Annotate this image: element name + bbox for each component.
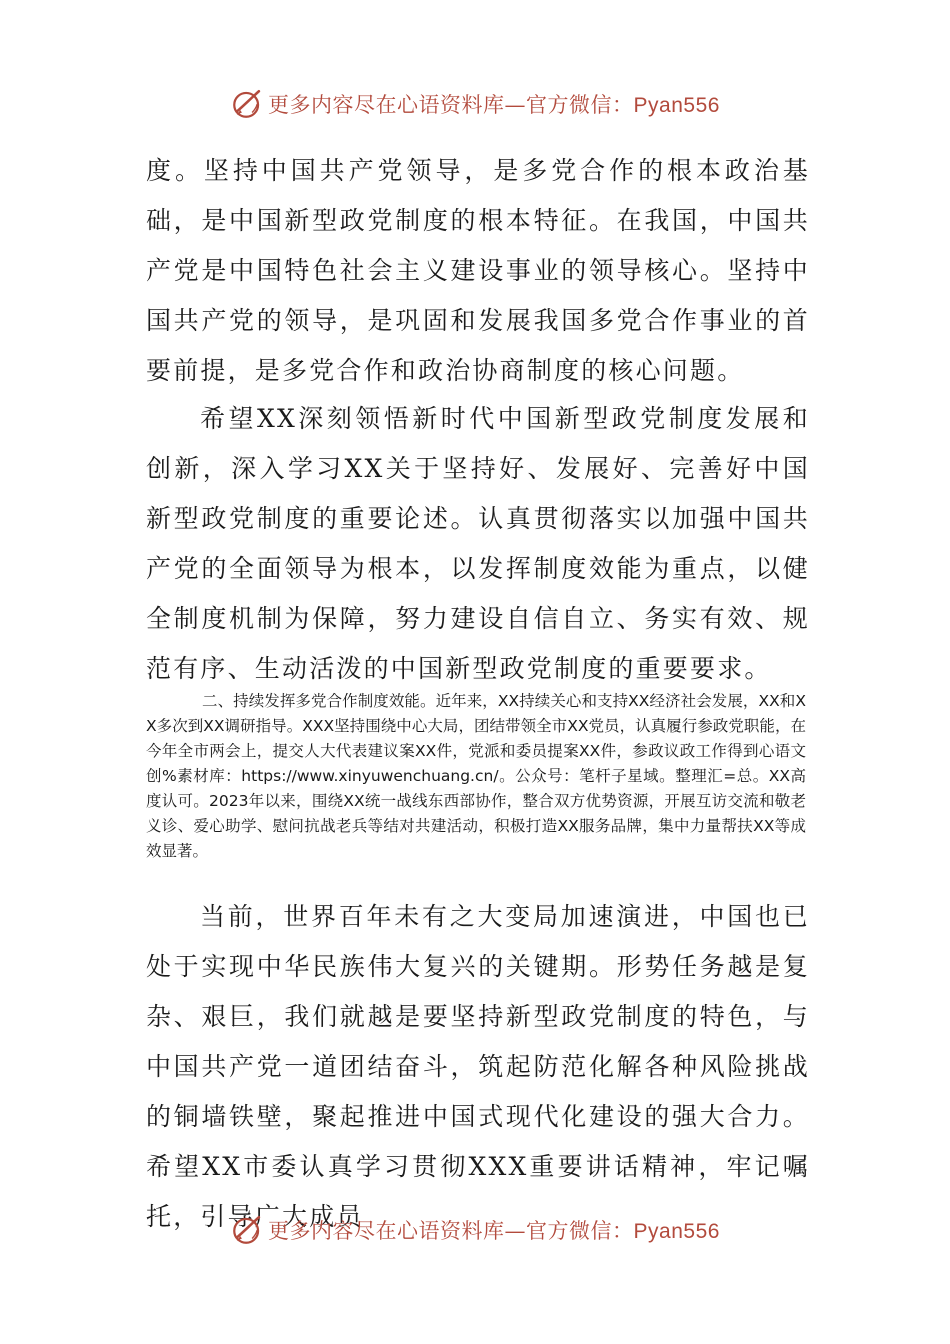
footer-wechat-id: Pyan556 [633,1220,720,1243]
paragraph-4-text: 当前，世界百年未有之大变局加速演进，中国也已处于实现中华民族伟大复兴的关键期。形势任务越是复杂、艰巨，我们就越是要坚持新型政党制度的特色，与中国共产党一道团结奋斗，筑起防范化解各种风险挑战的铜墙铁壁，聚起推进中国式现代化建设的强大合力。希望XX市委认真学习贯彻XXX重要讲话精神，牢记嘱托，引导广大成员 [146,902,810,1231]
footer-banner-text: 更多内容尽在心语资料库—官方微信：Pyan556 [268,1219,720,1243]
paragraph-2-text: 希望XX深刻领悟新时代中国新型政党制度发展和创新，深入学习XX关于坚持好、发展好、完善好中国新型政党制度的重要论述。认真贯彻落实以加强中国共产党的全面领导为根本，以发挥制度效能为重点，以健全制度机制为保障，努力建设自信自立、务实有效、规范有序、生动活泼的中国新型政党制度的重要要求。 [146,404,810,683]
footer-banner[interactable] [0,1210,950,1250]
header-wechat-id: Pyan556 [633,94,720,117]
pen-circle-logo-icon [230,87,264,121]
paragraph-1 [146,146,810,396]
header-banner[interactable] [0,84,950,124]
pen-circle-logo-icon [230,1213,264,1247]
paragraph-3-text: 二、持续发挥多党合作制度效能。近年来，XX持续关心和支持XX经济社会发展，XX和XX多次到XX调研指导。XXX坚持围绕中心大局，团结带领全市XX党员，认真履行参政党职能，在今年全市两会上，提交人大代表建议案XX件，党派和委员提案XX件，参政议政工作得到心语文创%素材库：https://www.xinyuwenchuang.cn/。公众号：笔杆子星域。整理汇=总。XX高度认可。2023年以来，围绕XX统一战线东西部协作，整合双方优势资源，开展互访交流和敬老义诊、爱心助学、慰问抗战老兵等结对共建活动，积极打造XX服务品牌，集中力量帮扶XX等成效显著。 [146,692,806,860]
paragraph-1-text: 度。坚持中国共产党领导，是多党合作的根本政治基础，是中国新型政党制度的根本特征。在我国，中国共产党是中国特色社会主义建设事业的领导核心。坚持中国共产党的领导，是巩固和发展我国多党合作事业的首要前提，是多党合作和政治协商制度的核心问题。 [146,156,810,385]
paragraph-3 [146,689,806,864]
header-banner-text: 更多内容尽在心语资料库—官方微信：Pyan556 [268,93,720,117]
paragraph-2 [146,394,810,694]
paragraph-4 [146,892,810,1242]
